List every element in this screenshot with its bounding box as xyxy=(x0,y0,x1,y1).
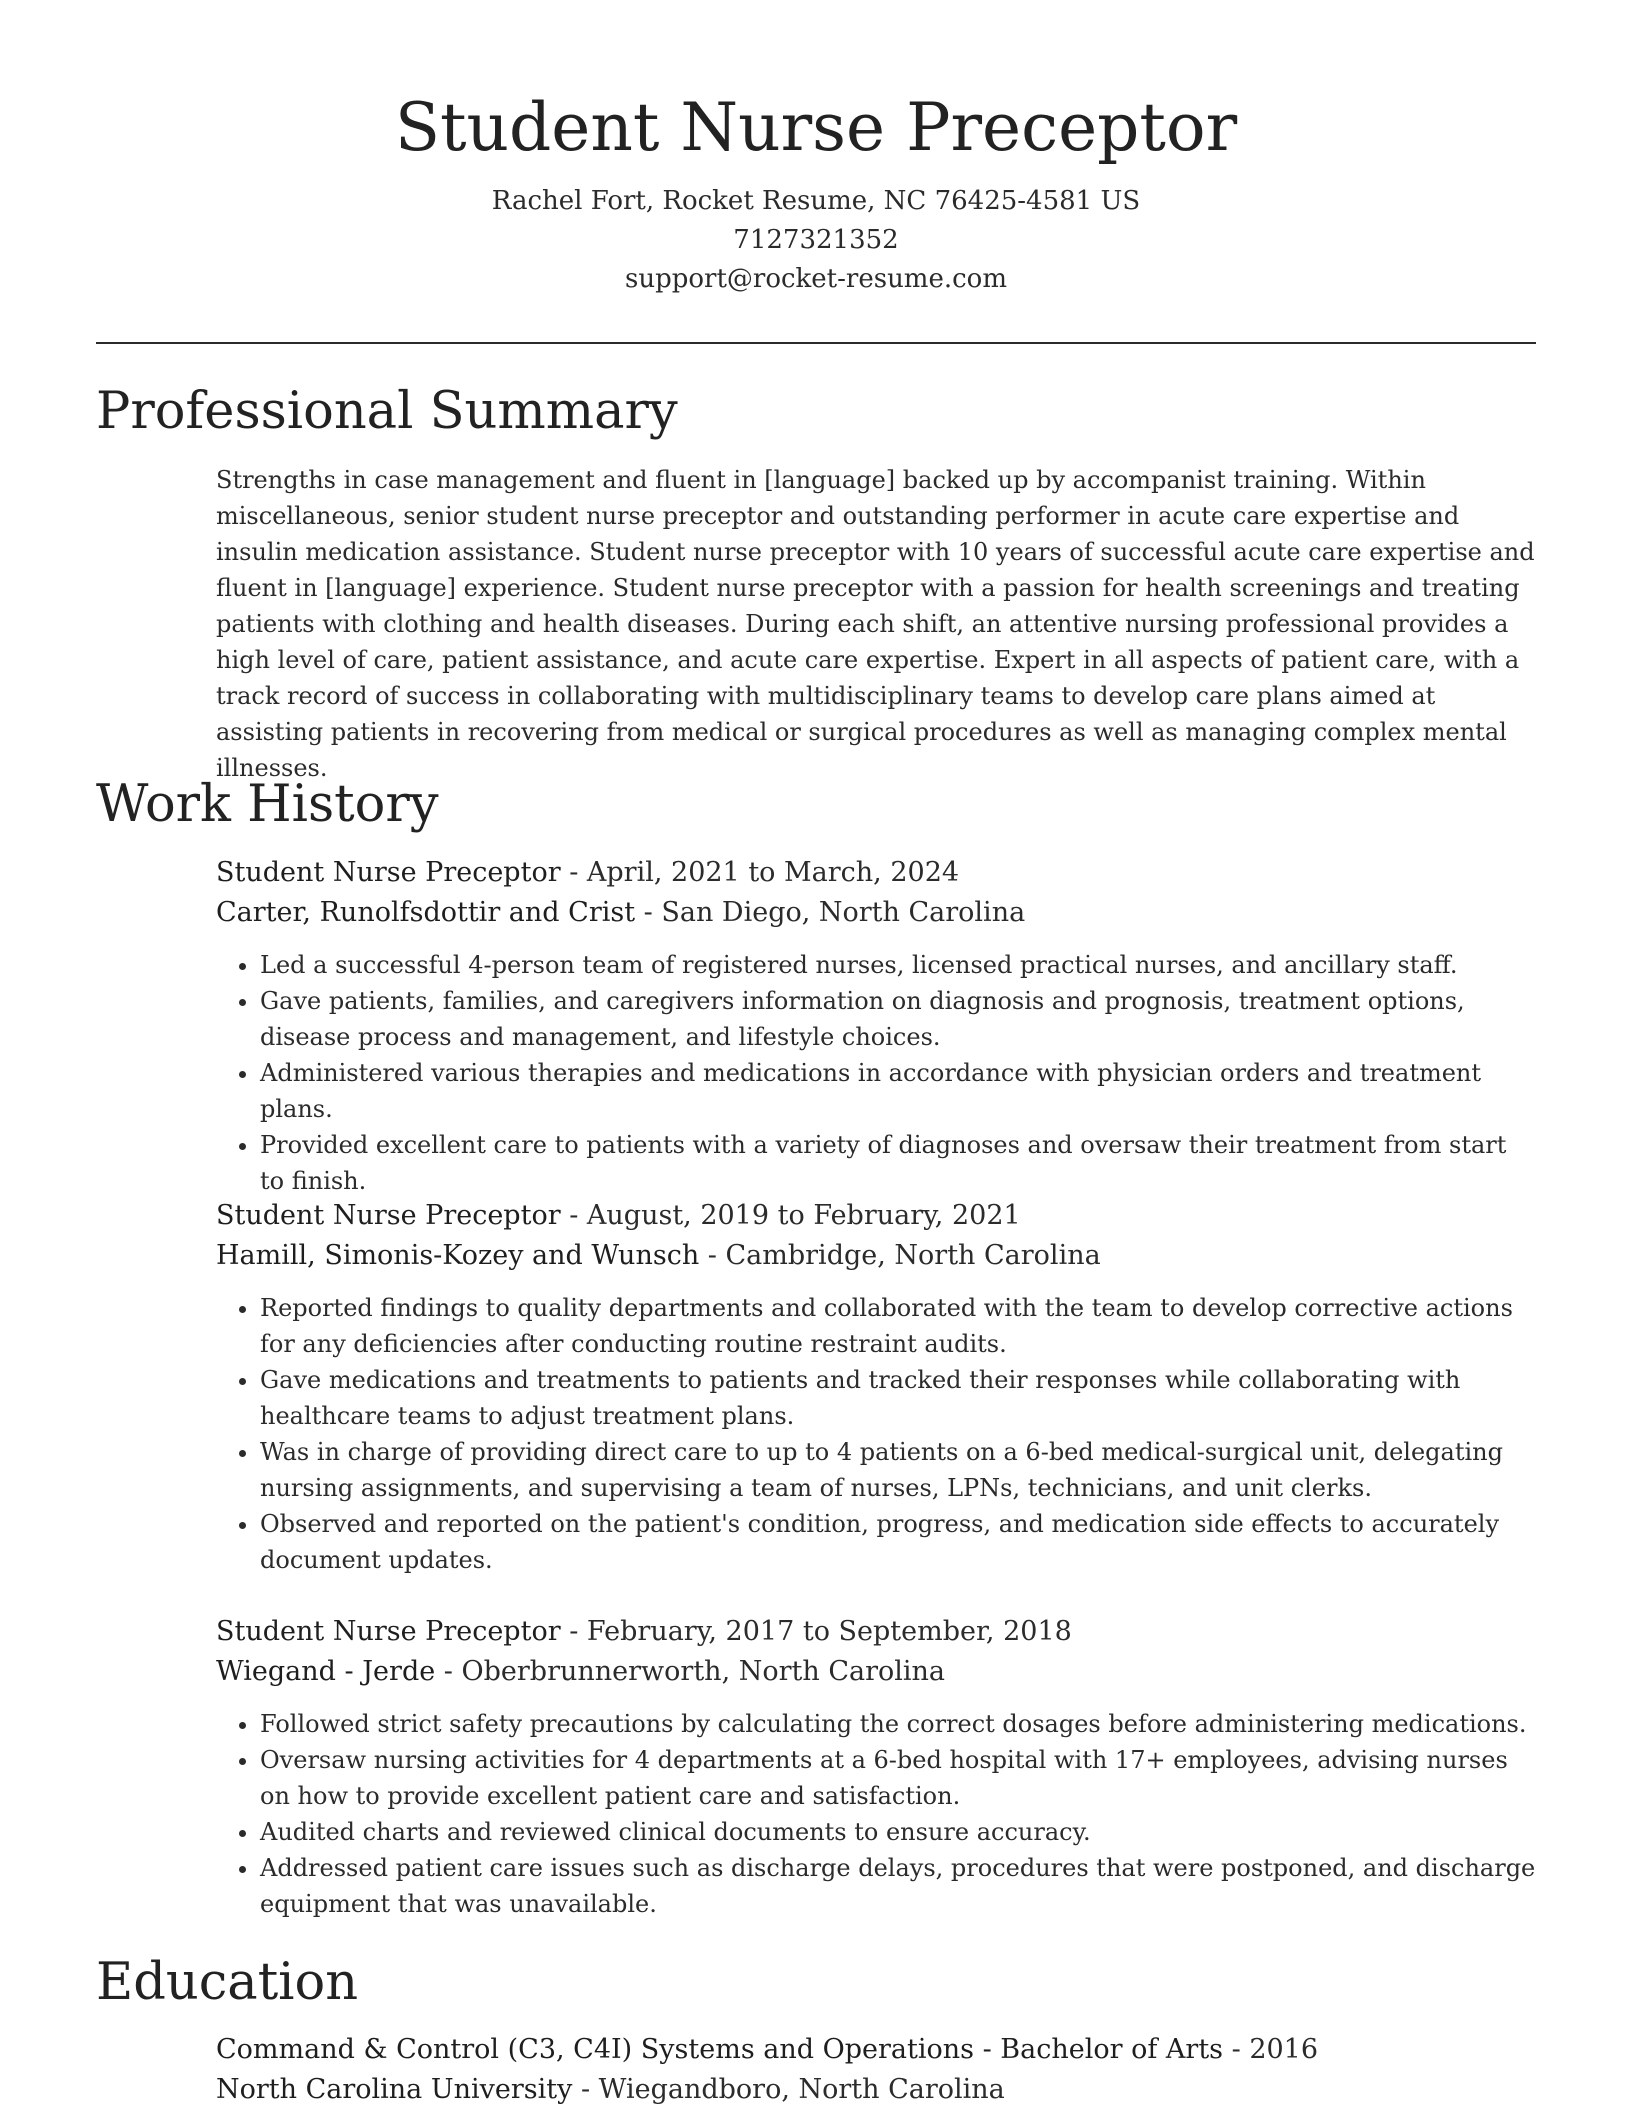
contact-address: Rachel Fort, Rocket Resume, NC 76425-4581 US xyxy=(491,186,1141,216)
job-bullet: • Audited charts and reviewed clinical documents to ensure accuracy. xyxy=(260,1814,1536,1850)
work-history-heading: Work History xyxy=(96,775,439,834)
job-entry xyxy=(216,1612,1536,1922)
education-school-line xyxy=(216,2070,1536,2110)
job-bullets xyxy=(216,1706,1536,1922)
summary-text: Strengths in case management and fluent in [language] backed up by accompanist training. Within miscellaneous, senior student nurse preceptor and outstanding performer in acute care expertise and insulin medication assistance. Student nurse preceptor with 10 years of successful acute care expertise and fluent in [language] experience. Student nurse preceptor with a passion for health screenings and treating patients with clothing and health diseases. During each shift, an attentive nursing professional provides a high level of care, patient assistance, and acute care expertise. Expert in all aspects of patient care, with a track record of success in collaborating with multidisciplinary teams to develop care plans aimed at assisting patients in recovering from medical or surgical procedures as well as managing complex mental illnesses. xyxy=(216,466,1535,782)
job-bullet: • Gave patients, families, and caregivers information on diagnosis and prognosis, treatment options, disease process and management, and lifestyle choices. xyxy=(260,983,1536,1055)
job-bullets xyxy=(216,1290,1536,1578)
job-location: - Cambridge, North Carolina xyxy=(699,1240,1101,1271)
job-location: - Oberbrunnerworth, North Carolina xyxy=(435,1656,946,1687)
job-company: Carter, Runolfsdottir and Crist xyxy=(216,897,636,928)
job-location: - San Diego, North Carolina xyxy=(635,897,1026,928)
education-degree: Command & Control (C3, C4I) Systems and Operations - Bachelor of Arts xyxy=(216,2034,1224,2065)
education-school: North Carolina University xyxy=(216,2074,573,2105)
job-company-line xyxy=(216,893,1536,933)
job-title-line xyxy=(216,1196,1536,1236)
job-company-line xyxy=(216,1652,1536,1692)
header-divider xyxy=(96,342,1536,344)
education-location: - Wiegandboro, North Carolina xyxy=(572,2074,1005,2105)
contact-email: support@rocket-resume.com xyxy=(624,264,1007,294)
job-bullet: • Addressed patient care issues such as discharge delays, procedures that were postponed, and discharge equipment that was unavailable. xyxy=(260,1850,1536,1922)
job-company: Hamill, Simonis-Kozey and Wunsch xyxy=(216,1240,700,1271)
job-dates: - August, 2019 to February, 2021 xyxy=(560,1200,1021,1231)
job-title-line xyxy=(216,853,1536,893)
job-bullet: • Provided excellent care to patients with a variety of diagnoses and oversaw their treatment from start to finish. xyxy=(260,1127,1536,1199)
job-dates: - February, 2017 to September, 2018 xyxy=(560,1616,1072,1647)
job-bullet: • Oversaw nursing activities for 4 departments at a 6-bed hospital with 17+ employees, advising nurses on how to provide excellent patient care and satisfaction. xyxy=(260,1742,1536,1814)
job-bullets xyxy=(216,947,1536,1199)
job-company-line xyxy=(216,1236,1536,1276)
job-title: Student Nurse Preceptor xyxy=(216,1616,561,1647)
summary-heading: Professional Summary xyxy=(96,382,678,441)
education-degree-line xyxy=(216,2030,1536,2070)
education-year: - 2016 xyxy=(1223,2034,1319,2065)
job-bullet: • Followed strict safety precautions by calculating the correct dosages before administering medications. xyxy=(260,1706,1536,1742)
resume-title: Student Nurse Preceptor xyxy=(394,89,1238,166)
job-title-line xyxy=(216,1612,1536,1652)
job-bullet: • Reported findings to quality departments and collaborated with the team to develop corrective actions for any deficiencies after conducting routine restraint audits. xyxy=(260,1290,1536,1362)
summary-section xyxy=(216,462,1536,786)
education-entry xyxy=(216,2030,1536,2110)
contact-phone: 7127321352 xyxy=(733,225,899,255)
contact-info xyxy=(96,182,1536,299)
education-heading: Education xyxy=(96,1953,359,2012)
job-bullet: • Led a successful 4-person team of registered nurses, licensed practical nurses, and ancillary staff. xyxy=(260,947,1536,983)
job-dates: - April, 2021 to March, 2024 xyxy=(560,857,960,888)
job-title: Student Nurse Preceptor xyxy=(216,857,561,888)
job-company: Wiegand - Jerde xyxy=(216,1656,436,1687)
job-bullet: • Observed and reported on the patient's condition, progress, and medication side effects to accurately document updates. xyxy=(260,1506,1536,1578)
job-entry xyxy=(216,853,1536,1199)
job-bullet: • Was in charge of providing direct care to up to 4 patients on a 6-bed medical-surgical unit, delegating nursing assignments, and supervising a team of nurses, LPNs, technicians, and unit clerks. xyxy=(260,1434,1536,1506)
job-bullet: • Gave medications and treatments to patients and tracked their responses while collaborating with healthcare teams to adjust treatment plans. xyxy=(260,1362,1536,1434)
job-entry xyxy=(216,1196,1536,1578)
job-bullet: • Administered various therapies and medications in accordance with physician orders and treatment plans. xyxy=(260,1055,1536,1127)
job-title: Student Nurse Preceptor xyxy=(216,1200,561,1231)
resume-header xyxy=(96,84,1536,299)
